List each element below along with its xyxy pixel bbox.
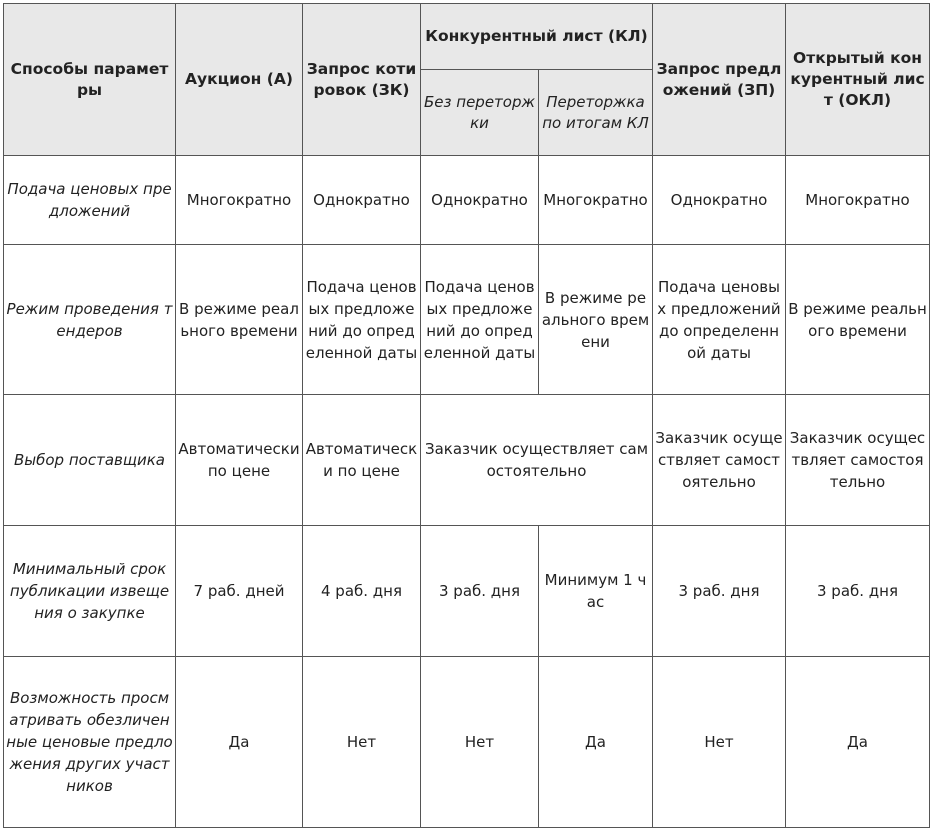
cell-kl-no-rebid: Подача ценовых предложений до определенной даты — [421, 245, 539, 395]
header-auction: Аукцион (А) — [176, 4, 303, 156]
cell-zp: Нет — [653, 657, 786, 828]
cell-okl: Заказчик осуществляет самостоятельно — [786, 395, 930, 526]
cell-kl-rebid: Да — [539, 657, 653, 828]
cell-okl: Да — [786, 657, 930, 828]
cell-auction: Автоматически по цене — [176, 395, 303, 526]
table-row — [4, 156, 930, 245]
header-kl-no-rebid: Без переторжки — [421, 70, 539, 156]
cell-kl-rebid: Минимум 1 час — [539, 526, 653, 657]
table-row — [4, 526, 930, 657]
cell-zp: Подача ценовых предложений до определенной даты — [653, 245, 786, 395]
cell-kl-merged: Заказчик осуществляет самостоятельно — [421, 395, 653, 526]
cell-zk: Подача ценовых предложений до определенной даты — [303, 245, 421, 395]
header-kl-rebid: Переторжка по итогам КЛ — [539, 70, 653, 156]
row-param: Возможность просматривать обезличенные ценовые предложения других участников — [4, 657, 176, 828]
cell-zk: 4 раб. дня — [303, 526, 421, 657]
cell-kl-no-rebid: Нет — [421, 657, 539, 828]
header-params: Способы параметры — [4, 4, 176, 156]
table-row — [4, 245, 930, 395]
row-param: Подача ценовых предложений — [4, 156, 176, 245]
header-okl: Открытый конкурентный лист (ОКЛ) — [786, 4, 930, 156]
cell-auction: 7 раб. дней — [176, 526, 303, 657]
cell-kl-rebid: Многократно — [539, 156, 653, 245]
cell-kl-no-rebid: Однократно — [421, 156, 539, 245]
row-param: Выбор поставщика — [4, 395, 176, 526]
cell-zk: Однократно — [303, 156, 421, 245]
header-kl: Конкурентный лист (КЛ) — [421, 4, 653, 70]
row-param: Минимальный срок публикации извещения о закупке — [4, 526, 176, 657]
table-row — [4, 395, 930, 526]
cell-zp: Заказчик осуществляет самостоятельно — [653, 395, 786, 526]
cell-auction: В режиме реального времени — [176, 245, 303, 395]
cell-kl-rebid: В режиме реального времени — [539, 245, 653, 395]
cell-zp: 3 раб. дня — [653, 526, 786, 657]
header-zp: Запрос предложений (ЗП) — [653, 4, 786, 156]
cell-okl: В режиме реального времени — [786, 245, 930, 395]
cell-auction: Да — [176, 657, 303, 828]
cell-okl: 3 раб. дня — [786, 526, 930, 657]
header-zk: Запрос котировок (ЗК) — [303, 4, 421, 156]
table-row — [4, 657, 930, 828]
cell-zp: Однократно — [653, 156, 786, 245]
cell-kl-no-rebid: 3 раб. дня — [421, 526, 539, 657]
cell-okl: Многократно — [786, 156, 930, 245]
procurement-methods-table — [3, 3, 930, 828]
cell-zk: Автоматически по цене — [303, 395, 421, 526]
cell-auction: Многократно — [176, 156, 303, 245]
row-param: Режим проведения тендеров — [4, 245, 176, 395]
header-row-top — [4, 4, 930, 70]
cell-zk: Нет — [303, 657, 421, 828]
